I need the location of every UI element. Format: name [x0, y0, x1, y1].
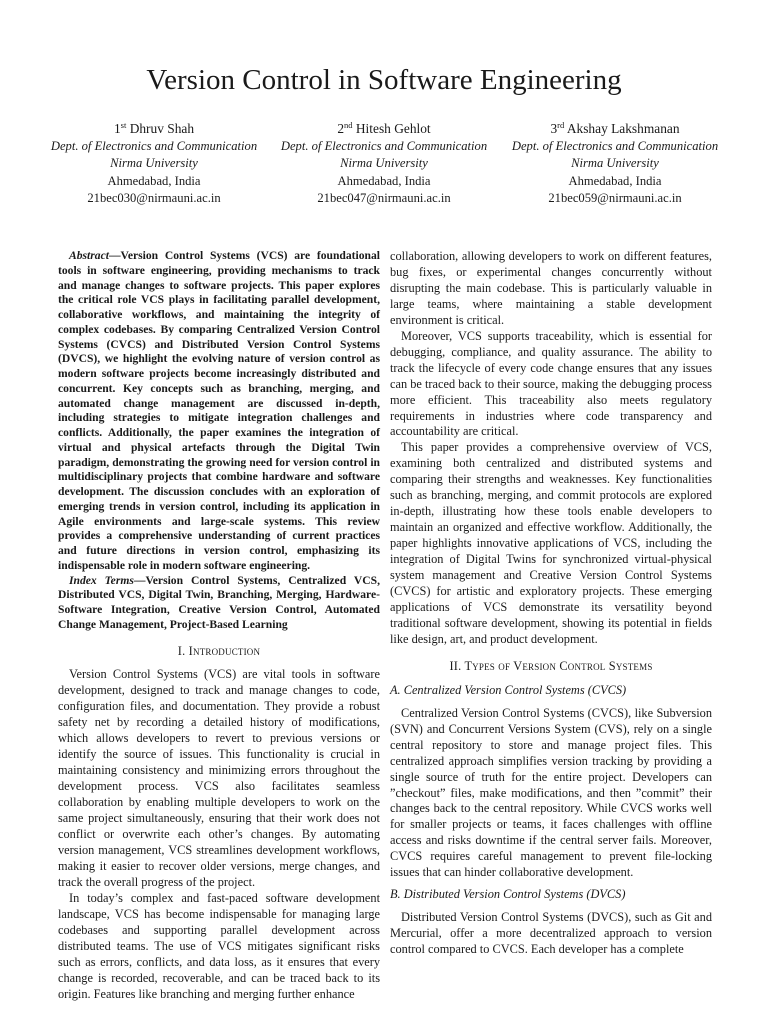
paper-title: Version Control in Software Engineering [146, 64, 622, 96]
abstract-label: Abstract [69, 249, 109, 262]
author-block-2 [249, 120, 519, 208]
author-ordinal: 1 [113, 121, 121, 136]
cvcs-paragraph: Centralized Version Control Systems (CVCS), like Subversion (SVN) and Concurrent Versions System (CVS), rely on a single central repository to store and manage project files. This centralized approach simplifies version tracking by providing a single source of truth for the entire project. Developers can ”checkout” files, make modifications, and then ”commit” their changes back to the central repository. While CVCS works well for smaller projects or teams, it faces challenges with offline access and risks downtime if the central server fails. Moreover, CVCS requires careful management to prevent file-locking issues that can hinder collaborative development. [390, 705, 712, 880]
intro-paragraph-3: Moreover, VCS supports traceability, which is essential for debugging, compliance, and quality assurance. The ability to track the lifecycle of every code change ensures that any issues can be traced back to their source, making the debugging process more efficient. This traceability also meets regulatory requirements in industries where code transparency and accountability are critical. [390, 328, 712, 439]
author-name-line [249, 120, 519, 138]
author-ordinal-suffix: rd [557, 120, 565, 130]
abstract-paragraph [58, 249, 380, 574]
section-heading-introduction: I. Introduction [177, 643, 261, 658]
author-city: Ahmedabad, India [568, 173, 662, 188]
author-email: 21bec059@nirmauni.ac.in [548, 191, 682, 205]
author-dept: Dept. of Electronics and Communication [50, 138, 258, 153]
author-ordinal: 2 [337, 121, 345, 136]
right-column [390, 249, 712, 958]
author-name-line [480, 120, 750, 138]
intro-paragraph-2-continued: collaboration, allowing developers to work on different features, bug fixes, or experimental changes concurrently without disrupting the main codebase. This is particularly valuable in large teams, where maintaining a stable development environment is critical. [390, 249, 712, 327]
author-email: 21bec030@nirmauni.ac.in [87, 191, 221, 205]
author-email: 21bec047@nirmauni.ac.in [317, 191, 451, 205]
author-name: Dhruv Shah [129, 121, 195, 136]
author-university: Nirma University [340, 156, 428, 170]
section-heading-types: II. Types of Version Control Systems [449, 658, 653, 673]
author-dept: Dept. of Electronics and Communication [511, 138, 719, 153]
intro-paragraph-2: In today’s complex and fast-paced software development landscape, VCS has become indispensable for managing large codebases and supporting parallel development across distributed teams. The use of VCS mitigates significant risks such as errors, conflicts, and data loss, as it ensures that every change is recorded, recoverable, and can be traced back to its origin. Features like branching and merging further enhance [58, 890, 380, 1001]
author-university: Nirma University [110, 156, 198, 170]
subsection-heading-cvcs: A. Centralized Version Control Systems (CVCS) [390, 682, 627, 697]
dvcs-paragraph: Distributed Version Control Systems (DVCS), such as Git and Mercurial, offer a more decentralized approach to version control compared to CVCS. Each developer has a complete [390, 910, 712, 957]
abstract-text: —Version Control Systems (VCS) are foundational tools in software engineering, providing mechanisms to track and manage changes to software projects. This paper explores the critical role VCS plays in facilitating parallel development, collaborative workflows, and maintaining the integrity of complex codebases. By comparing Centralized Version Control Systems (CVCS) and Distributed Version Control Systems (DVCS), we highlight the evolving nature of version control as modern software projects become increasingly distributed and concurrent. Key concepts such as branching, merging, and automated change management are discussed in-depth, including strategies to mitigate integration challenges and conflicts. Additionally, the paper examines the integration of virtual and physical artefacts through the Digital Twin paradigm, demonstrating the growing need for version control in multidisciplinary projects that combine hardware and software development. The discussion concludes with an exploration of emerging trends in version control, including its application in Agile environments and large-scale systems. This review provides a comprehensive understanding of current practices and future directions in version control, emphasizing its indispensable role in modern software engineering. [58, 249, 380, 572]
author-name: Akshay Lakshmanan [566, 121, 680, 136]
left-column [58, 249, 380, 1002]
author-city: Ahmedabad, India [107, 173, 201, 188]
author-dept: Dept. of Electronics and Communication [280, 138, 488, 153]
author-name: Hitesh Gehlot [355, 121, 431, 136]
intro-paragraph-4: This paper provides a comprehensive overview of VCS, examining both centralized and distributed systems and comparing their strengths and weaknesses. Key functionalities such as branching, merging, and commit protocols are explored in-depth, illustrating how these tools enable developers to maintain an organized and effective workflow. Additionally, the paper highlights innovative applications of VCS, including the integration of Digital Twins for synchronized virtual-physical system management and Creative Version Control Systems (CVCS) for artistic and exploratory projects. These emerging applications of VCS demonstrate its versatility beyond traditional software development, showing its potential in fields like design, art, and product development. [390, 440, 712, 646]
author-ordinal-suffix: st [120, 120, 127, 130]
author-ordinal-suffix: nd [344, 120, 353, 130]
index-terms-label: Index Terms [69, 573, 134, 587]
intro-paragraph-1: Version Control Systems (VCS) are vital tools in software development, designed to track and manage changes to code, configuration files, and documentation. They provide a robust safety net by recording a detailed history of modifications, which allows developers to revert to previous versions or identify the source of issues. This functionality is crucial in maintaining consistency and minimizing errors throughout the development process. VCS also facilitates seamless collaboration by enabling multiple developers to work on the same project simultaneously, ensuring that their work does not conflict or overwrite each other’s changes. By automating version management, VCS streamlines development workflows, making it easier to recover older versions, merge changes, and track the overall progress of the project. [58, 667, 380, 889]
abstract-section [58, 249, 380, 633]
author-university: Nirma University [571, 156, 659, 170]
author-city: Ahmedabad, India [337, 173, 431, 188]
index-terms-paragraph [58, 574, 380, 633]
index-terms-text: —Version Control Systems, Centralized VCS, Distributed VCS, Digital Twin, Branching, Merging, Hardware-Software Integration, Creative Version Control, Automated Change Management, Project-Based Learning [58, 573, 380, 631]
author-ordinal: 3 [550, 121, 558, 136]
subsection-heading-dvcs: B. Distributed Version Control Systems (DVCS) [390, 887, 626, 902]
author-block-3 [480, 120, 750, 208]
